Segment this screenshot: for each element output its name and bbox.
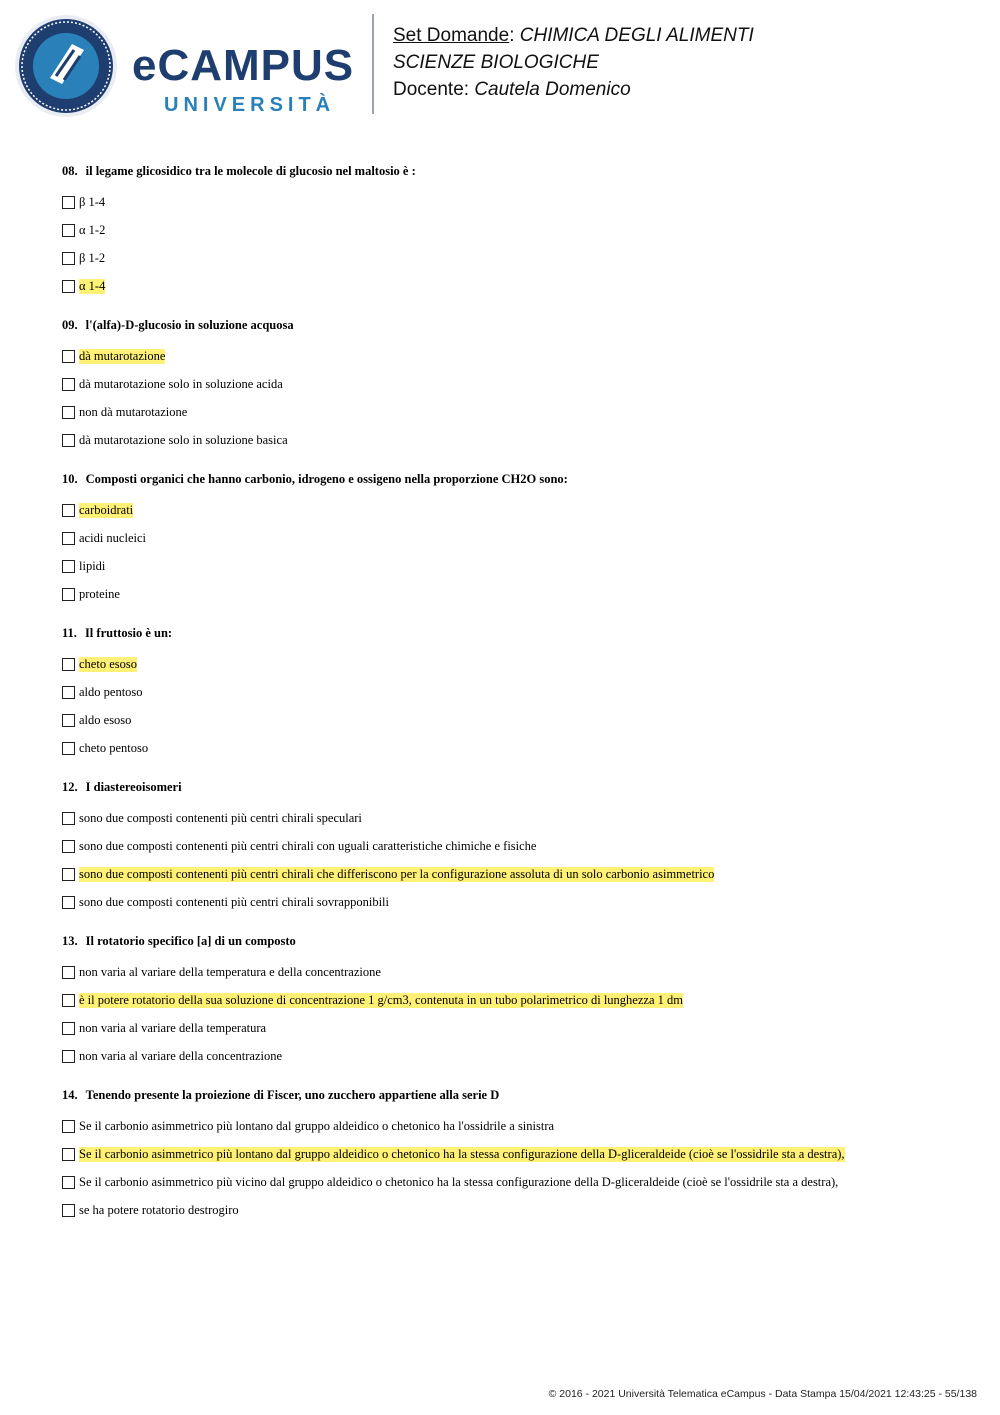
answer-checkbox[interactable] <box>62 196 75 209</box>
answer-text: sono due composti contenenti più centri chirali sovrapponibili <box>79 894 390 909</box>
answer-checkbox[interactable] <box>62 434 75 447</box>
correct-answer-text: sono due composti contenenti più centri chirali che differiscono per la configurazione assoluta di un solo carbonio asimmetrico <box>79 866 715 881</box>
question-block <box>62 316 962 454</box>
answer-text: Se il carbonio asimmetrico più vicino dal gruppo aldeidico o chetonico ha la stessa configurazione della D-gliceraldeide (cioè se l'ossidrile sta a destra), <box>79 1174 839 1189</box>
answer-text: se ha potere rotatorio destrogiro <box>79 1202 239 1217</box>
question-text: l'(alfa)-D-glucosio in soluzione acquosa <box>85 318 294 332</box>
question-title <box>62 932 962 950</box>
ecampus-logo <box>14 14 374 118</box>
question-block <box>62 932 962 1070</box>
question-number: 10. <box>62 472 78 486</box>
teacher-label: Docente: <box>393 79 470 100</box>
answer-checkbox[interactable] <box>62 560 75 573</box>
question-number: 09. <box>62 318 78 332</box>
answer-option[interactable] <box>62 1140 962 1168</box>
answer-checkbox[interactable] <box>62 658 75 671</box>
answer-checkbox[interactable] <box>62 1050 75 1063</box>
answer-text: non varia al variare della temperatura e della concentrazione <box>79 964 381 979</box>
answer-option[interactable] <box>62 1042 962 1070</box>
question-text: I diastereoisomeri <box>85 780 182 794</box>
question-number: 12. <box>62 780 78 794</box>
correct-answer-text: cheto esoso <box>79 656 137 671</box>
answer-option[interactable] <box>62 1196 962 1224</box>
question-block <box>62 624 962 762</box>
correct-answer-text: dà mutarotazione <box>79 348 166 363</box>
answer-option[interactable] <box>62 986 962 1014</box>
answer-option[interactable] <box>62 398 962 426</box>
faculty-name: SCIENZE BIOLOGICHE <box>393 52 599 73</box>
page-footer: © 2016 - 2021 Università Telematica eCampus - Data Stampa 15/04/2021 12:43:25 - 55/138 <box>548 1388 977 1400</box>
answer-text: dà mutarotazione solo in soluzione acida <box>79 376 283 391</box>
answer-checkbox[interactable] <box>62 1022 75 1035</box>
answer-option[interactable] <box>62 496 962 524</box>
question-title <box>62 624 962 642</box>
question-block <box>62 162 962 300</box>
answer-option[interactable] <box>62 342 962 370</box>
question-text: Il fruttosio è un: <box>84 626 173 640</box>
question-text: il legame glicosidico tra le molecole di glucosio nel maltosio è : <box>85 164 416 178</box>
answer-text: α 1-2 <box>79 222 106 237</box>
answer-option[interactable] <box>62 958 962 986</box>
answer-option[interactable] <box>62 1168 962 1196</box>
answer-text: non dà mutarotazione <box>79 404 188 419</box>
answer-checkbox[interactable] <box>62 868 75 881</box>
answer-text: dà mutarotazione solo in soluzione basica <box>79 432 288 447</box>
question-title <box>62 1086 962 1104</box>
answer-text: cheto pentoso <box>79 740 149 755</box>
answer-option[interactable] <box>62 1014 962 1042</box>
answer-text: non varia al variare della concentrazione <box>79 1048 283 1063</box>
answer-option[interactable] <box>62 580 962 608</box>
question-title <box>62 316 962 334</box>
answer-text: aldo esoso <box>79 712 132 727</box>
answer-checkbox[interactable] <box>62 588 75 601</box>
question-number: 14. <box>62 1088 78 1102</box>
university-seal-icon <box>14 14 118 118</box>
answer-checkbox[interactable] <box>62 350 75 363</box>
question-title <box>62 162 962 180</box>
answer-checkbox[interactable] <box>62 1148 75 1161</box>
answer-option[interactable] <box>62 734 962 762</box>
answer-text: β 1-4 <box>79 194 106 209</box>
correct-answer-text: è il potere rotatorio della sua soluzione di concentrazione 1 g/cm3, contenuta in un tubo polarimetrico di lunghezza 1 dm <box>79 992 683 1007</box>
answer-option[interactable] <box>62 188 962 216</box>
answer-text: lipidi <box>79 558 106 573</box>
answer-option[interactable] <box>62 706 962 734</box>
answer-option[interactable] <box>62 426 962 454</box>
answer-checkbox[interactable] <box>62 378 75 391</box>
answer-checkbox[interactable] <box>62 896 75 909</box>
answer-option[interactable] <box>62 678 962 706</box>
answer-text: sono due composti contenenti più centri chirali speculari <box>79 810 362 825</box>
question-list <box>62 162 962 1240</box>
question-title <box>62 778 962 796</box>
answer-text: acidi nucleici <box>79 530 146 545</box>
teacher-name: Cautela Domenico <box>474 79 631 100</box>
logo-subtitle: UNIVERSITÀ <box>164 94 336 116</box>
answer-option[interactable] <box>62 552 962 580</box>
set-label: Set Domande <box>393 25 510 46</box>
answer-option[interactable] <box>62 832 962 860</box>
header-set-line: Set Domande: CHIMICA DEGLI ALIMENTI <box>393 25 754 46</box>
answer-checkbox[interactable] <box>62 1176 75 1189</box>
answer-checkbox[interactable] <box>62 966 75 979</box>
answer-checkbox[interactable] <box>62 714 75 727</box>
header-divider <box>372 14 374 114</box>
question-block <box>62 470 962 608</box>
question-title <box>62 470 962 488</box>
page-header <box>0 0 1000 130</box>
answer-checkbox[interactable] <box>62 280 75 293</box>
answer-option[interactable] <box>62 804 962 832</box>
answer-checkbox[interactable] <box>62 224 75 237</box>
teacher-line <box>393 76 754 103</box>
answer-option[interactable] <box>62 216 962 244</box>
answer-checkbox[interactable] <box>62 994 75 1007</box>
question-number: 13. <box>62 934 78 948</box>
question-number: 11. <box>62 626 77 640</box>
answer-option[interactable] <box>62 370 962 398</box>
answer-checkbox[interactable] <box>62 252 75 265</box>
answer-option[interactable] <box>62 272 962 300</box>
answer-option[interactable] <box>62 244 962 272</box>
answer-checkbox[interactable] <box>62 840 75 853</box>
answer-option[interactable] <box>62 888 962 916</box>
question-text: Il rotatorio specifico [a] di un composto <box>85 934 296 948</box>
answer-checkbox[interactable] <box>62 504 75 517</box>
header-info <box>393 22 754 103</box>
course-name: CHIMICA DEGLI ALIMENTI <box>519 25 754 46</box>
answer-text: sono due composti contenenti più centri chirali con uguali caratteristiche chimiche e fisiche <box>79 838 537 853</box>
answer-checkbox[interactable] <box>62 532 75 545</box>
question-number: 08. <box>62 164 78 178</box>
answer-checkbox[interactable] <box>62 812 75 825</box>
answer-text: proteine <box>79 586 120 601</box>
answer-option[interactable] <box>62 860 962 888</box>
answer-option[interactable] <box>62 524 962 552</box>
question-block <box>62 1086 962 1224</box>
logo-wordmark: eCAMPUS <box>132 41 355 90</box>
question-block <box>62 778 962 916</box>
answer-checkbox[interactable] <box>62 686 75 699</box>
answer-text: β 1-2 <box>79 250 106 265</box>
correct-answer-text: carboidrati <box>79 502 134 517</box>
answer-text: aldo pentoso <box>79 684 143 699</box>
answer-checkbox[interactable] <box>62 406 75 419</box>
answer-option[interactable] <box>62 650 962 678</box>
answer-checkbox[interactable] <box>62 1120 75 1133</box>
question-text: Tenendo presente la proiezione di Fiscer, uno zucchero appartiene alla serie D <box>85 1088 500 1102</box>
correct-answer-text: Se il carbonio asimmetrico più lontano dal gruppo aldeidico o chetonico ha la stessa configurazione della D-gliceraldeide (cioè se l'ossidrile sta a destra), <box>79 1146 845 1161</box>
question-text: Composti organici che hanno carbonio, idrogeno e ossigeno nella proporzione CH2O sono: <box>85 472 568 486</box>
correct-answer-text: α 1-4 <box>79 278 106 293</box>
answer-checkbox[interactable] <box>62 742 75 755</box>
answer-text: Se il carbonio asimmetrico più lontano dal gruppo aldeidico o chetonico ha l'ossidrile a sinistra <box>79 1118 555 1133</box>
answer-checkbox[interactable] <box>62 1204 75 1217</box>
answer-option[interactable] <box>62 1112 962 1140</box>
answer-text: non varia al variare della temperatura <box>79 1020 267 1035</box>
